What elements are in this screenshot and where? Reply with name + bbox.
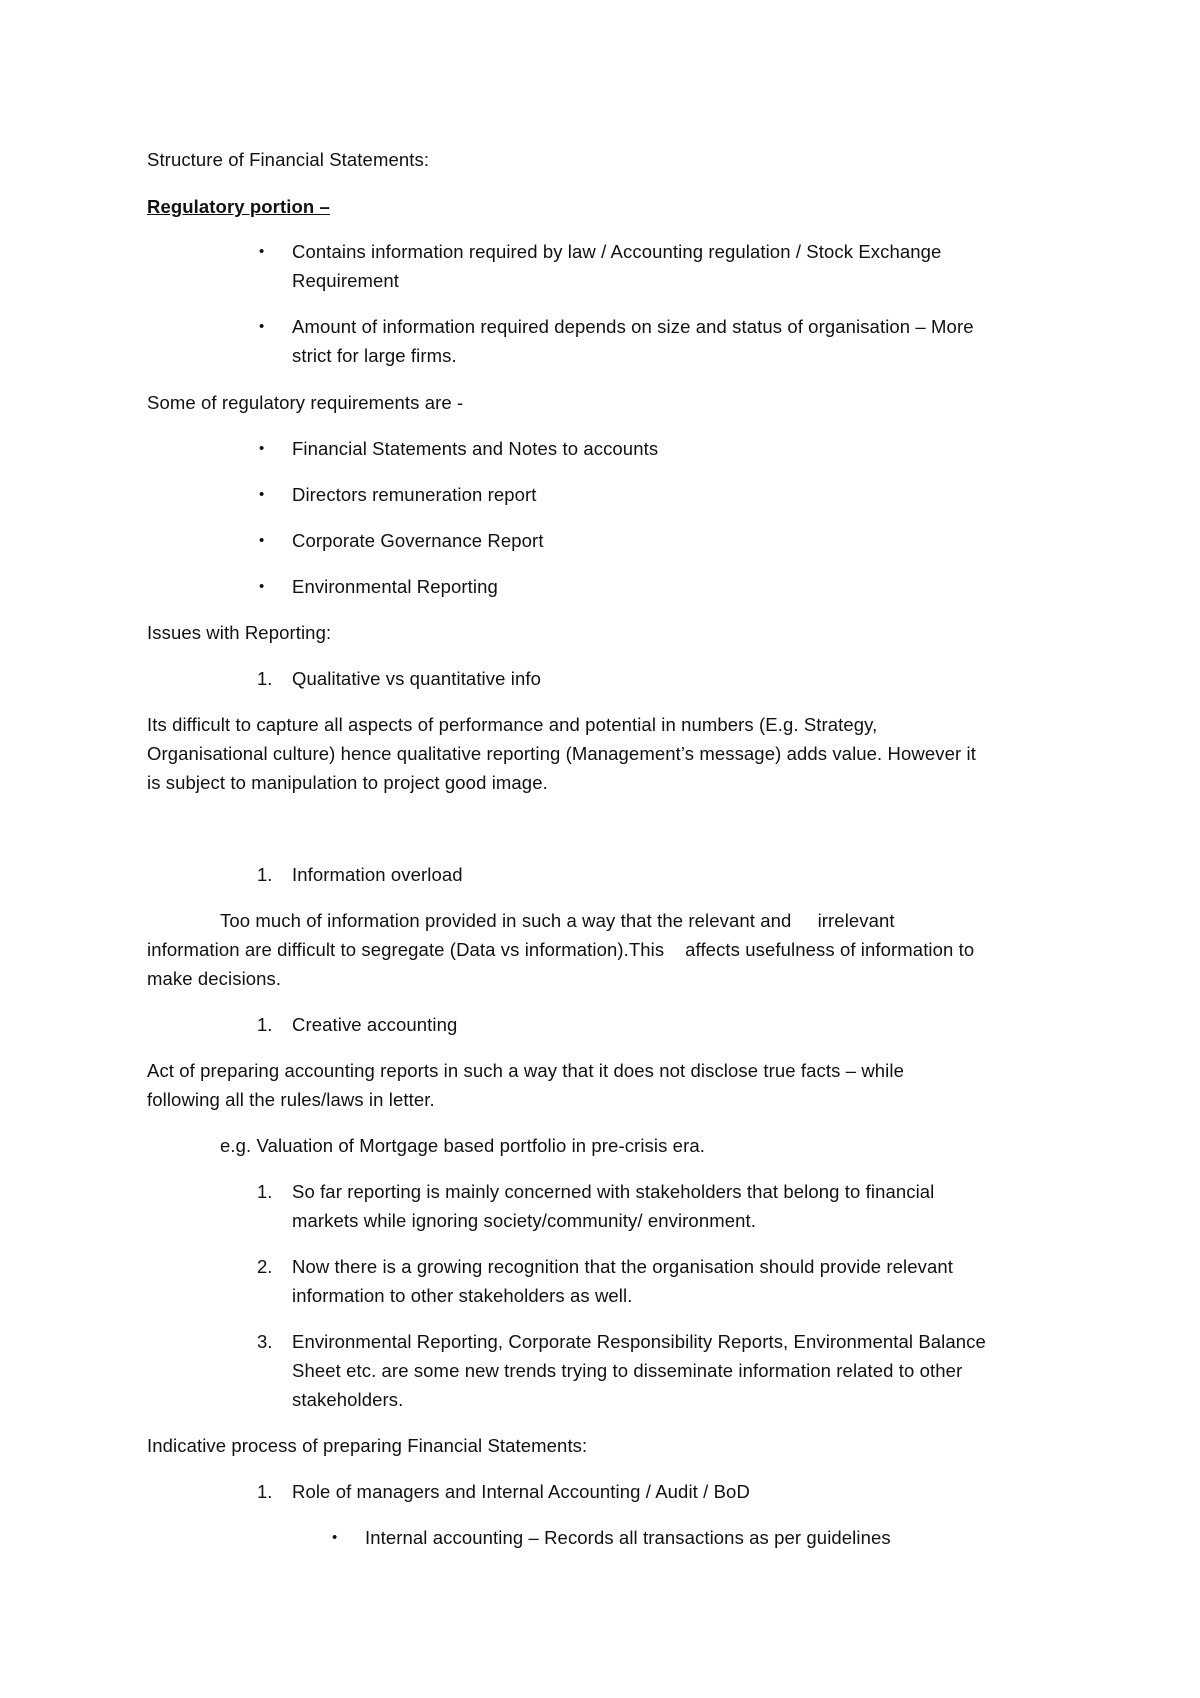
bullet-glyph: • [259,486,265,503]
bullet-glyph: • [259,440,265,457]
trend-3-line-1: Environmental Reporting, Corporate Responsibility Reports, Environmental Balance [292,1331,986,1352]
requirement-item-2: Directors remuneration report [292,484,537,505]
bullet-glyph: • [259,578,265,595]
process-1-label: Role of managers and Internal Accounting / Audit / BoD [292,1481,750,1502]
process-1-sub-bullet: Internal accounting – Records all transactions as per guidelines [365,1527,891,1548]
trend-3-line-2: Sheet etc. are some new trends trying to disseminate information related to other [292,1360,963,1381]
trend-3-line-3: stakeholders. [292,1389,404,1410]
document-title: Structure of Financial Statements: [147,149,430,170]
issue-2-para-line-1: Too much of information provided in such a way that the relevant and irrelevant [220,910,895,931]
issue-3-para-line-1: Act of preparing accounting reports in such a way that it does not disclose true facts – while [147,1060,904,1081]
issue-2-para-line-2: information are difficult to segregate (Data vs information).This affects usefulness of information to [147,939,975,960]
bullet-glyph: • [259,318,265,335]
requirement-item-3: Corporate Governance Report [292,530,544,551]
issues-heading: Issues with Reporting: [147,622,332,643]
issue-3-para-line-2: following all the rules/laws in letter. [147,1089,435,1110]
trend-2-line-2: information to other stakeholders as well. [292,1285,633,1306]
issue-1-para-line-2: Organisational culture) hence qualitative reporting (Management’s message) adds value. However it [147,743,976,764]
issue-1-para-line-1: Its difficult to capture all aspects of performance and potential in numbers (E.g. Strategy, [147,714,878,735]
bullet-glyph: • [332,1529,338,1546]
process-heading: Indicative process of preparing Financial Statements: [147,1435,588,1456]
list-marker: 1. [257,668,273,689]
requirements-intro: Some of regulatory requirements are - [147,392,464,413]
issue-2-label: Information overload [292,864,463,885]
list-marker: 1. [257,864,273,885]
trend-2-line-1: Now there is a growing recognition that the organisation should provide relevant [292,1256,954,1277]
issue-2-para-line-3: make decisions. [147,968,282,989]
requirement-item-4: Environmental Reporting [292,576,498,597]
list-marker: 3. [257,1331,273,1352]
issue-1-label: Qualitative vs quantitative info [292,668,541,689]
list-marker: 2. [257,1256,273,1277]
requirement-item-1: Financial Statements and Notes to accounts [292,438,659,459]
trend-1-line-1: So far reporting is mainly concerned with stakeholders that belong to financial [292,1181,935,1202]
bullet-glyph: • [259,532,265,549]
regulatory-bullet-2-line-2: strict for large firms. [292,345,457,366]
issue-3-label: Creative accounting [292,1014,458,1035]
trend-1-line-2: markets while ignoring society/community/ environment. [292,1210,756,1231]
regulatory-bullet-1-line-1: Contains information required by law / Accounting regulation / Stock Exchange [292,241,942,262]
list-marker: 1. [257,1481,273,1502]
list-marker: 1. [257,1014,273,1035]
regulatory-bullet-1-line-2: Requirement [292,270,400,291]
bullet-glyph: • [259,243,265,260]
regulatory-heading: Regulatory portion – [147,196,330,217]
list-marker: 1. [257,1181,273,1202]
issue-1-para-line-3: is subject to manipulation to project good image. [147,772,548,793]
regulatory-bullet-2-line-1: Amount of information required depends on size and status of organisation – More [292,316,974,337]
issue-3-example: e.g. Valuation of Mortgage based portfolio in pre-crisis era. [220,1135,705,1156]
